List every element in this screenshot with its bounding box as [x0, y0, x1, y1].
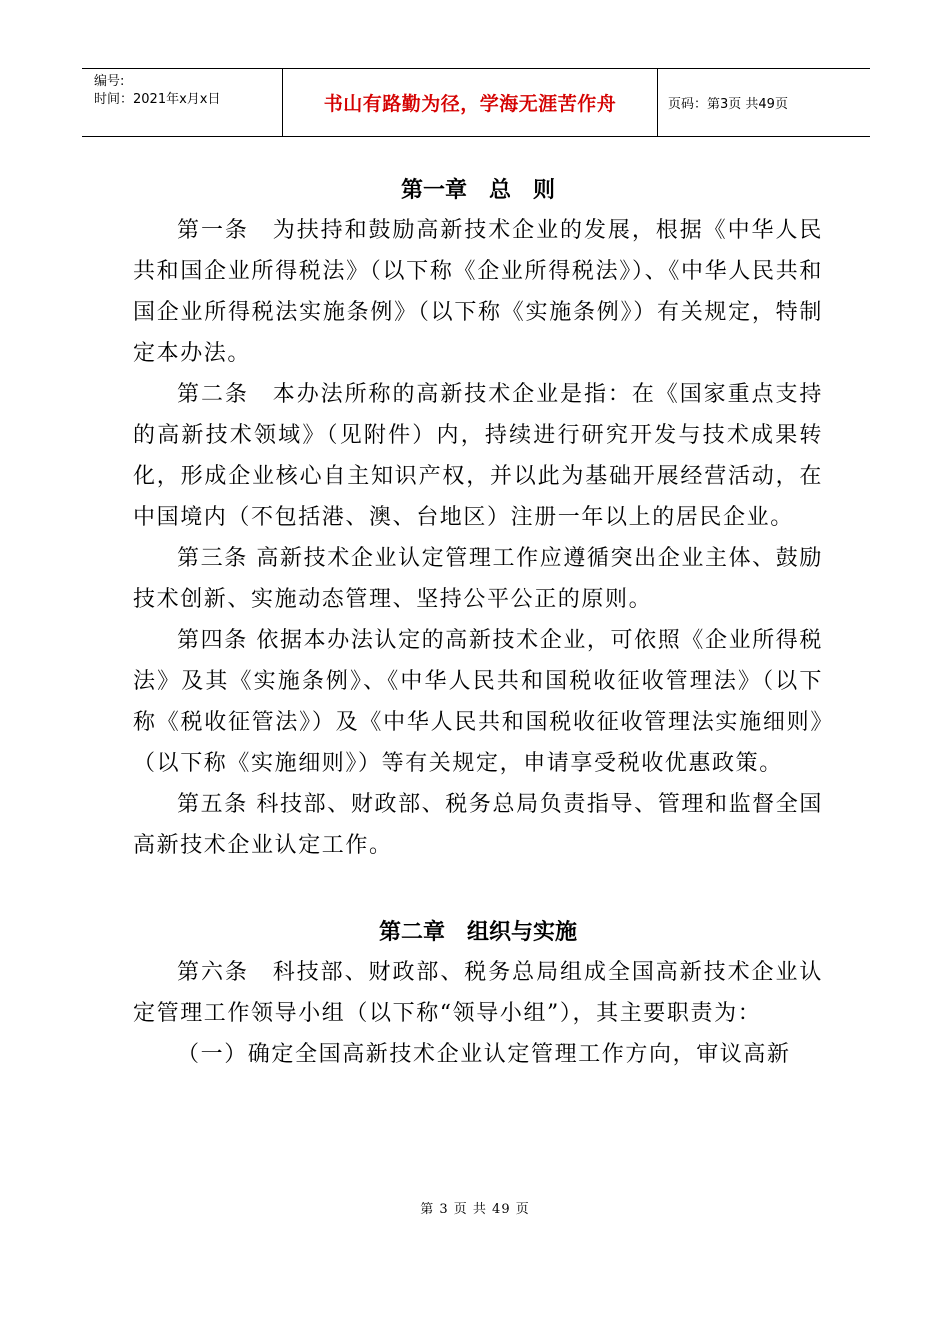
article-paragraph: 第二条 本办法所称的高新技术企业是指：在《国家重点支持的高新技术领域》（见附件）内，持续进行研究开发与技术成果转化，形成企业核心自主知识产权，并以此为基础开展经营活动，在中国境内（不包括港、澳、台地区）注册一年以上的居民企业。: [133, 382, 823, 530]
document-number-label: 编号:: [94, 74, 125, 89]
article-paragraph: 第六条 科技部、财政部、税务总局组成全国高新技术企业认定管理工作领导小组（以下称“领导小组”），其主要职责为：: [133, 960, 823, 1026]
header-page-info: 页码：第3页 共49页: [668, 97, 788, 112]
header-motto: 书山有路勤为径，学海无涯苦作舟: [282, 69, 658, 136]
chapter-2-title: 第二章 组织与实施: [378, 919, 577, 945]
page-header: [82, 68, 870, 137]
document-time-label: 时间：2021年x月x日: [94, 92, 221, 107]
header-meta: [82, 69, 282, 136]
chapter-1-title: 第一章 总 则: [400, 177, 555, 203]
page-footer: 第 3 页 共 49 页: [420, 1202, 530, 1217]
article-paragraph: （一）确定全国高新技术企业认定管理工作方向，审议高新: [177, 1042, 791, 1067]
chapter-title: [133, 170, 823, 210]
article-paragraph: 第四条 依据本办法认定的高新技术企业，可依照《企业所得税法》及其《实施条例》、《中华人民共和国税收征收管理法》（以下称《税收征管法》）及《中华人民共和国税收征收管理法实施细则》（以下称《实施细则》）等有关规定，申请享受税收优惠政策。: [133, 628, 823, 776]
article-paragraph: 第一条 为扶持和鼓励高新技术企业的发展，根据《中华人民共和国企业所得税法》（以下称《企业所得税法》）、《中华人民共和国企业所得税法实施条例》（以下称《实施条例》）有关规定，特制定本办法。: [133, 218, 823, 366]
article-paragraph: 第三条 高新技术企业认定管理工作应遵循突出企业主体、鼓励技术创新、实施动态管理、坚持公平公正的原则。: [133, 546, 823, 612]
article-paragraph: 第五条 科技部、财政部、税务总局负责指导、管理和监督全国高新技术企业认定工作。: [133, 792, 823, 858]
chapter-title: [133, 912, 823, 952]
document-body: [133, 170, 823, 1075]
